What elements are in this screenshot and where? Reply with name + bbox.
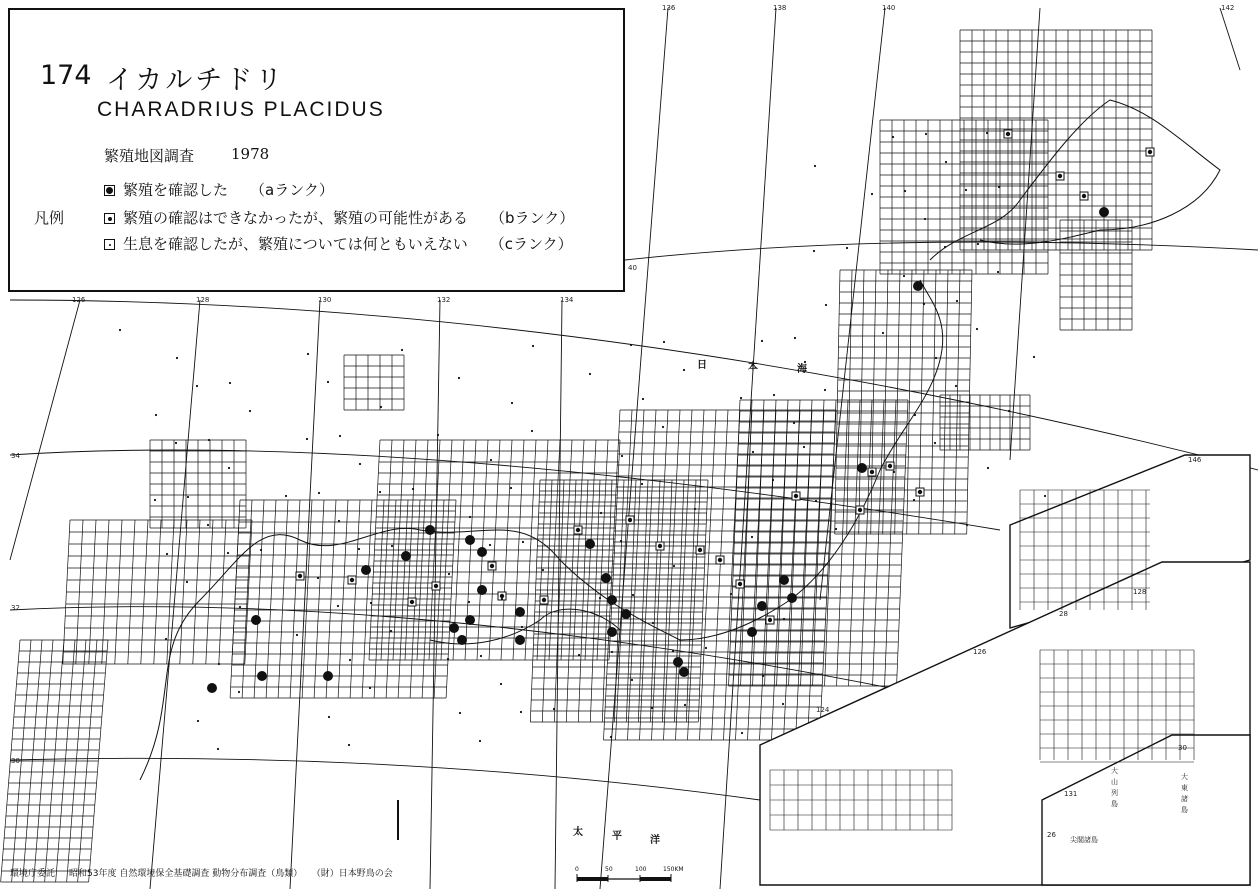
lon-label-130: 130 xyxy=(318,296,332,304)
presence-marker xyxy=(814,165,816,167)
scale-tick-50: 50 xyxy=(605,866,613,873)
breeding-confirmed-marker xyxy=(457,635,467,645)
presence-marker xyxy=(217,748,219,750)
presence-marker xyxy=(977,243,979,245)
marker-dot xyxy=(888,464,892,468)
presence-marker xyxy=(621,455,623,457)
lon-label-126: 126 xyxy=(72,296,86,304)
breeding-possible-marker xyxy=(856,506,864,514)
presence-marker xyxy=(166,553,168,555)
presence-marker xyxy=(553,708,555,710)
presence-marker xyxy=(459,712,461,714)
presence-marker xyxy=(683,369,685,371)
breeding-confirmed-marker xyxy=(621,609,631,619)
presence-marker xyxy=(328,716,330,718)
presence-marker xyxy=(307,353,309,355)
breeding-possible-symbol-icon xyxy=(104,213,115,224)
presence-marker xyxy=(296,634,298,636)
presence-marker xyxy=(229,382,231,384)
breeding-confirmed-marker xyxy=(787,593,797,603)
presence-marker xyxy=(187,496,189,498)
presence-marker xyxy=(783,618,785,620)
marker-dot xyxy=(1082,194,1086,198)
island-label-oyama: 大山列島 xyxy=(1111,767,1118,808)
breeding-possible-marker xyxy=(1146,148,1154,156)
scale-tick-100: 100 xyxy=(635,866,647,873)
marker-dot xyxy=(870,470,874,474)
inset-lon-131: 131 xyxy=(1064,790,1078,798)
survey-title: 繁殖地図調査 xyxy=(104,147,195,165)
lat-label-32: 32 xyxy=(11,604,20,612)
meridian-line xyxy=(10,300,80,560)
presence-marker xyxy=(207,524,209,526)
presence-marker xyxy=(694,508,696,510)
footer-commissioner: 環境庁委託 xyxy=(10,869,56,879)
breeding-possible-marker xyxy=(766,616,774,624)
grid-block-tohoku-east xyxy=(940,395,1030,450)
presence-marker xyxy=(306,438,308,440)
presence-marker xyxy=(752,451,754,453)
presence-marker xyxy=(391,545,393,547)
inset-lon-128: 128 xyxy=(1133,588,1147,596)
presence-marker xyxy=(793,422,795,424)
presence-marker xyxy=(578,654,580,656)
legend-item-text: 繁殖を確認した xyxy=(123,181,229,199)
presence-marker xyxy=(448,573,450,575)
coastline-path xyxy=(930,100,1220,260)
marker-dot xyxy=(918,490,922,494)
presence-marker xyxy=(672,650,674,652)
presence-marker xyxy=(208,439,210,441)
presence-marker xyxy=(285,495,287,497)
presence-marker xyxy=(813,250,815,252)
presence-marker xyxy=(600,512,602,514)
breeding-possible-marker xyxy=(408,598,416,606)
marker-dot xyxy=(434,584,438,588)
breeding-possible-marker xyxy=(886,462,894,470)
marker-dot xyxy=(500,594,504,598)
presence-marker xyxy=(197,720,199,722)
lon-label-136: 136 xyxy=(662,4,676,12)
grid-block-kyushu-north xyxy=(150,440,246,528)
presence-marker xyxy=(359,463,361,465)
presence-marker xyxy=(369,687,371,689)
presence-marker xyxy=(260,549,262,551)
presence-marker xyxy=(955,385,957,387)
breeding-confirmed-marker xyxy=(465,615,475,625)
breeding-confirmed-marker xyxy=(747,627,757,637)
breeding-possible-marker xyxy=(540,596,548,604)
presence-marker xyxy=(520,711,522,713)
presence-marker xyxy=(458,377,460,379)
presence-marker xyxy=(751,536,753,538)
sea-label-japan-sea-3: 海 xyxy=(797,364,807,375)
scale-bar xyxy=(575,866,685,886)
breeding-possible-marker xyxy=(792,492,800,500)
breeding-possible-marker xyxy=(656,542,664,550)
presence-marker xyxy=(741,732,743,734)
lon-label-140: 140 xyxy=(882,4,896,12)
presence-marker xyxy=(468,601,470,603)
presence-marker xyxy=(479,740,481,742)
breeding-possible-marker xyxy=(488,562,496,570)
parallel-line xyxy=(625,242,1258,260)
presence-marker xyxy=(914,414,916,416)
presence-marker xyxy=(380,406,382,408)
inset-lat-26: 26 xyxy=(1047,831,1056,839)
breeding-confirmed-marker xyxy=(425,525,435,535)
breeding-confirmed-marker xyxy=(607,627,617,637)
presence-marker xyxy=(923,303,925,305)
inset-lat-30: 30 xyxy=(1178,744,1187,752)
presence-marker xyxy=(337,605,339,607)
presence-marker xyxy=(119,329,121,331)
marker-dot xyxy=(718,558,722,562)
presence-marker xyxy=(327,381,329,383)
breeding-confirmed-marker xyxy=(477,547,487,557)
presence-marker xyxy=(620,540,622,542)
breeding-possible-marker xyxy=(432,582,440,590)
presence-marker xyxy=(1033,356,1035,358)
presence-marker xyxy=(631,679,633,681)
breeding-confirmed-marker xyxy=(515,607,525,617)
meridian-line xyxy=(290,300,320,889)
marker-dot xyxy=(298,574,302,578)
presence-marker xyxy=(730,593,732,595)
legend-item-text: 生息を確認したが、繁殖については何ともいえない xyxy=(123,235,468,253)
presence-marker xyxy=(358,548,360,550)
breeding-confirmed-marker xyxy=(673,657,683,667)
breeding-possible-marker xyxy=(296,572,304,580)
sea-label-pacific-3: 洋 xyxy=(650,835,660,846)
marker-dot xyxy=(794,494,798,498)
marker-dot xyxy=(1058,174,1062,178)
inset-maps xyxy=(398,455,1250,885)
meridian-line xyxy=(430,300,440,889)
footer-organization: （財）日本野鳥の会 xyxy=(316,869,393,879)
presence-marker xyxy=(447,658,449,660)
presence-marker xyxy=(761,340,763,342)
breeding-confirmed-marker xyxy=(913,281,923,291)
survey-year: 1978 xyxy=(231,145,270,163)
presence-marker xyxy=(611,651,613,653)
presence-marker xyxy=(489,544,491,546)
breeding-confirmed-marker xyxy=(601,573,611,583)
breeding-possible-marker xyxy=(716,556,724,564)
presence-marker xyxy=(904,190,906,192)
presence-marker xyxy=(490,459,492,461)
lon-label-132: 132 xyxy=(437,296,451,304)
breeding-confirmed-marker xyxy=(477,585,487,595)
lat-label-40: 40 xyxy=(628,264,637,272)
presence-marker xyxy=(662,426,664,428)
presence-marker xyxy=(542,569,544,571)
presence-marker xyxy=(782,703,784,705)
lon-label-128: 128 xyxy=(196,296,210,304)
breeding-confirmed-symbol-icon xyxy=(104,185,115,196)
breeding-confirmed-marker xyxy=(361,565,371,575)
marker-dot xyxy=(490,564,494,568)
presence-marker xyxy=(501,598,503,600)
presence-marker xyxy=(987,467,989,469)
presence-marker xyxy=(318,492,320,494)
presence-marker xyxy=(986,132,988,134)
presence-marker xyxy=(882,332,884,334)
presence-marker xyxy=(630,344,632,346)
breeding-possible-marker xyxy=(574,526,582,534)
presence-marker xyxy=(846,247,848,249)
sea-label-pacific-1: 太 xyxy=(573,827,583,838)
island-label-senkaku: 尖閣諸島 xyxy=(1070,836,1098,844)
presence-marker xyxy=(641,483,643,485)
presence-marker xyxy=(339,435,341,437)
presence-marker xyxy=(227,552,229,554)
presence-marker xyxy=(684,704,686,706)
presence-marker xyxy=(589,373,591,375)
presence-marker xyxy=(825,304,827,306)
inset-lon-146: 146 xyxy=(1188,456,1202,464)
presence-marker xyxy=(239,606,241,608)
legend-item-rank-c xyxy=(104,233,573,254)
breeding-confirmed-marker xyxy=(585,539,595,549)
coastline-path xyxy=(140,280,943,780)
scale-tick-150: 150KM xyxy=(663,866,684,873)
inset-lon-126: 126 xyxy=(973,648,987,656)
marker-dot xyxy=(698,548,702,552)
presence-marker xyxy=(956,300,958,302)
presence-marker xyxy=(469,516,471,518)
lat-label-34: 34 xyxy=(11,452,20,460)
legend-item-text: 繁殖の確認はできなかったが、繁殖の可能性がある xyxy=(123,209,469,227)
presence-marker xyxy=(642,398,644,400)
presence-marker xyxy=(945,161,947,163)
breeding-possible-marker xyxy=(916,488,924,496)
breeding-possible-marker xyxy=(1080,192,1088,200)
presence-marker xyxy=(925,133,927,135)
presence-marker xyxy=(835,528,837,530)
presence-marker xyxy=(740,397,742,399)
presence-marker xyxy=(370,602,372,604)
presence-marker xyxy=(349,659,351,661)
presence-marker xyxy=(976,328,978,330)
presence-marker xyxy=(401,349,403,351)
presence-marker xyxy=(762,675,764,677)
presence-marker xyxy=(522,541,524,543)
grid-block-isolated xyxy=(344,355,404,410)
presence-marker xyxy=(1008,410,1010,412)
sea-label-japan-sea-1: 日 xyxy=(697,360,707,371)
species-name-japanese: イカルチドリ xyxy=(106,65,286,96)
species-number: 174 xyxy=(40,60,92,91)
marker-dot xyxy=(576,528,580,532)
presence-marker xyxy=(390,630,392,632)
legend-heading: 凡例 xyxy=(34,209,65,227)
presence-marker xyxy=(632,594,634,596)
presence-marker xyxy=(913,499,915,501)
presence-marker xyxy=(510,487,512,489)
presence-marker xyxy=(175,442,177,444)
meridian-line xyxy=(1010,8,1040,460)
marker-dot xyxy=(542,598,546,602)
presence-marker xyxy=(651,707,653,709)
breeding-confirmed-marker xyxy=(857,463,867,473)
presence-marker xyxy=(815,500,817,502)
legend-item-rank-a xyxy=(104,179,334,200)
grid-block-chugoku-west xyxy=(230,500,456,698)
marker-dot xyxy=(628,518,632,522)
breeding-possible-marker xyxy=(736,580,744,588)
presence-marker xyxy=(228,467,230,469)
legend-item-rank: （cランク） xyxy=(489,235,573,253)
presence-marker xyxy=(998,186,1000,188)
sea-label-japan-sea-2: 本 xyxy=(748,362,758,373)
presence-marker xyxy=(154,499,156,501)
marker-dot xyxy=(738,582,742,586)
presence-marker xyxy=(705,647,707,649)
marker-dot xyxy=(658,544,662,548)
breeding-confirmed-marker xyxy=(323,671,333,681)
presence-marker xyxy=(803,446,805,448)
marker-dot xyxy=(1148,150,1152,154)
grid-block-kyushu xyxy=(63,520,252,664)
grid-block-tohoku xyxy=(835,270,972,534)
presence-marker xyxy=(196,385,198,387)
breeding-confirmed-marker xyxy=(257,671,267,681)
legend-item-rank: （bランク） xyxy=(490,209,575,227)
presence-marker xyxy=(511,402,513,404)
presence-marker xyxy=(652,622,654,624)
breeding-confirmed-marker xyxy=(449,623,459,633)
footer-credits xyxy=(10,866,407,879)
presence-marker xyxy=(663,341,665,343)
lon-label-138: 138 xyxy=(773,4,787,12)
presence-marker xyxy=(317,577,319,579)
presence-marker xyxy=(218,663,220,665)
breeding-possible-marker xyxy=(1004,130,1012,138)
presence-marker xyxy=(480,655,482,657)
breeding-confirmed-marker xyxy=(757,601,767,611)
island-label-daito: 大東諸島 xyxy=(1181,773,1188,814)
breeding-confirmed-marker xyxy=(251,615,261,625)
breeding-possible-marker xyxy=(1056,172,1064,180)
breeding-confirmed-marker xyxy=(607,595,617,605)
inset-lat-28: 28 xyxy=(1059,610,1068,618)
presence-marker xyxy=(338,520,340,522)
meridian-line xyxy=(555,300,562,889)
breeding-possible-marker xyxy=(348,576,356,584)
presence-marker xyxy=(531,430,533,432)
presence-marker xyxy=(893,471,895,473)
breeding-confirmed-marker xyxy=(779,575,789,585)
grid-block-chubu xyxy=(604,410,837,740)
marker-dot xyxy=(768,618,772,622)
marker-dot xyxy=(1006,132,1010,136)
marker-dot xyxy=(858,508,862,512)
presence-marker xyxy=(773,394,775,396)
breeding-confirmed-marker xyxy=(401,551,411,561)
presence-marker xyxy=(966,524,968,526)
presence-marker xyxy=(871,193,873,195)
species-name-scientific: CHARADRIUS PLACIDUS xyxy=(97,98,385,121)
breeding-confirmed-marker xyxy=(207,683,217,693)
presence-marker xyxy=(521,626,523,628)
lat-label-30: 30 xyxy=(11,757,20,765)
presence-marker xyxy=(379,491,381,493)
presence-marker xyxy=(934,442,936,444)
presence-marker xyxy=(500,683,502,685)
presence-marker xyxy=(794,337,796,339)
breeding-confirmed-marker xyxy=(1099,207,1109,217)
presence-marker xyxy=(176,357,178,359)
presence-marker xyxy=(186,581,188,583)
presence-marker xyxy=(155,414,157,416)
grid-block-hokkaido xyxy=(960,30,1152,250)
presence-marker xyxy=(165,638,167,640)
presence-marker xyxy=(437,434,439,436)
breeding-confirmed-marker xyxy=(515,635,525,645)
presence-marker xyxy=(532,345,534,347)
inset-lon-124: 124 xyxy=(816,706,830,714)
presence-marker xyxy=(772,479,774,481)
presence-marker xyxy=(924,218,926,220)
presence-marker xyxy=(1044,495,1046,497)
breeding-possible-marker xyxy=(626,516,634,524)
presence-marker xyxy=(965,189,967,191)
legend-item-rank-b xyxy=(104,207,574,228)
presence-marker xyxy=(599,597,601,599)
lon-label-134: 134 xyxy=(560,296,574,304)
presence-marker xyxy=(997,271,999,273)
legend-item-rank: （aランク） xyxy=(250,181,334,199)
presence-marker xyxy=(412,488,414,490)
presence-marker xyxy=(824,389,826,391)
presence-marker xyxy=(673,565,675,567)
presence-marker xyxy=(610,736,612,738)
presence-marker xyxy=(935,357,937,359)
marker-dot xyxy=(350,578,354,582)
presence-marker xyxy=(903,275,905,277)
lon-label-142: 142 xyxy=(1221,4,1235,12)
meridian-line xyxy=(1220,8,1240,70)
breeding-possible-marker xyxy=(696,546,704,554)
parallel-line xyxy=(10,758,760,800)
presence-marker xyxy=(249,410,251,412)
presence-marker xyxy=(944,246,946,248)
legend-panel xyxy=(8,8,625,292)
scale-tick-0: 0 xyxy=(575,866,579,873)
presence-only-symbol-icon xyxy=(104,239,115,250)
sea-label-pacific-2: 平 xyxy=(612,831,622,842)
breeding-confirmed-marker xyxy=(465,535,475,545)
breeding-possible-marker xyxy=(868,468,876,476)
breeding-confirmed-marker xyxy=(679,667,689,677)
footer-project: 昭和53年度 自然環境保全基礎調査 動物分布調査（鳥類） xyxy=(69,869,303,879)
presence-marker xyxy=(238,691,240,693)
presence-marker xyxy=(892,136,894,138)
presence-marker xyxy=(348,744,350,746)
marker-dot xyxy=(410,600,414,604)
